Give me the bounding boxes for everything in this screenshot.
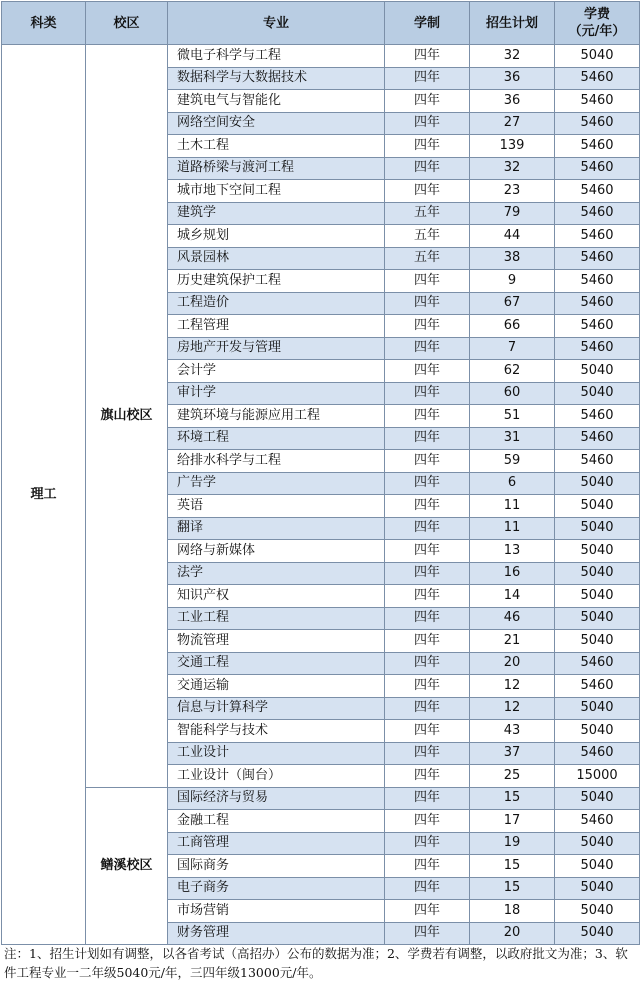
duration-cell: 四年	[385, 877, 470, 900]
plan-cell: 15	[470, 787, 555, 810]
duration-cell: 四年	[385, 315, 470, 338]
tuition-cell: 5460	[555, 450, 640, 473]
duration-cell: 四年	[385, 67, 470, 90]
tuition-cell: 5040	[555, 630, 640, 653]
tuition-cell: 5460	[555, 247, 640, 270]
plan-cell: 23	[470, 180, 555, 203]
major-cell: 广告学	[168, 472, 385, 495]
plan-cell: 36	[470, 90, 555, 113]
major-cell: 会计学	[168, 360, 385, 383]
admissions-table	[1, 1, 640, 945]
duration-cell: 四年	[385, 517, 470, 540]
plan-cell: 46	[470, 607, 555, 630]
plan-cell: 66	[470, 315, 555, 338]
tuition-cell: 5460	[555, 270, 640, 293]
tuition-cell: 5460	[555, 225, 640, 248]
plan-cell: 62	[470, 360, 555, 383]
plan-cell: 36	[470, 67, 555, 90]
major-cell: 环境工程	[168, 427, 385, 450]
duration-cell: 四年	[385, 697, 470, 720]
duration-cell: 四年	[385, 855, 470, 878]
tuition-cell: 5460	[555, 112, 640, 135]
plan-cell: 12	[470, 675, 555, 698]
tuition-cell: 5040	[555, 495, 640, 518]
plan-cell: 44	[470, 225, 555, 248]
major-cell: 物流管理	[168, 630, 385, 653]
plan-cell: 38	[470, 247, 555, 270]
major-cell: 市场营销	[168, 900, 385, 923]
duration-cell: 四年	[385, 405, 470, 428]
footnote: 注：1、招生计划如有调整，以各省考试（高招办）公布的数据为准；2、学费若有调整，以政府批文为准；3、软件工程专业一二年级5040元/年，三四年级13000元/年。	[4, 946, 628, 980]
major-cell: 建筑环境与能源应用工程	[168, 405, 385, 428]
plan-cell: 37	[470, 742, 555, 765]
plan-cell: 20	[470, 922, 555, 945]
tuition-cell: 5460	[555, 427, 640, 450]
major-cell: 给排水科学与工程	[168, 450, 385, 473]
duration-cell: 四年	[385, 900, 470, 923]
duration-cell: 四年	[385, 337, 470, 360]
plan-cell: 18	[470, 900, 555, 923]
plan-cell: 51	[470, 405, 555, 428]
plan-cell: 16	[470, 562, 555, 585]
duration-cell: 四年	[385, 585, 470, 608]
duration-cell: 四年	[385, 742, 470, 765]
duration-cell: 五年	[385, 247, 470, 270]
plan-cell: 139	[470, 135, 555, 158]
duration-cell: 四年	[385, 675, 470, 698]
tuition-cell: 5460	[555, 315, 640, 338]
duration-cell: 五年	[385, 225, 470, 248]
tuition-cell: 5040	[555, 360, 640, 383]
tuition-cell: 5460	[555, 135, 640, 158]
header-category: 科类	[2, 2, 86, 45]
tuition-cell: 5460	[555, 652, 640, 675]
duration-cell: 四年	[385, 607, 470, 630]
plan-cell: 9	[470, 270, 555, 293]
duration-cell: 四年	[385, 720, 470, 743]
tuition-cell: 5460	[555, 405, 640, 428]
major-cell: 工商管理	[168, 832, 385, 855]
duration-cell: 四年	[385, 652, 470, 675]
duration-cell: 四年	[385, 427, 470, 450]
tuition-cell: 5460	[555, 675, 640, 698]
duration-cell: 四年	[385, 787, 470, 810]
header-campus: 校区	[86, 2, 168, 45]
plan-cell: 32	[470, 45, 555, 68]
duration-cell: 四年	[385, 45, 470, 68]
major-cell: 建筑学	[168, 202, 385, 225]
header-plan: 招生计划	[470, 2, 555, 45]
tuition-cell: 5460	[555, 90, 640, 113]
table-row	[2, 787, 640, 810]
major-cell: 审计学	[168, 382, 385, 405]
major-cell: 知识产权	[168, 585, 385, 608]
major-cell: 工程管理	[168, 315, 385, 338]
plan-cell: 60	[470, 382, 555, 405]
plan-cell: 21	[470, 630, 555, 653]
plan-cell: 14	[470, 585, 555, 608]
plan-cell: 32	[470, 157, 555, 180]
duration-cell: 四年	[385, 540, 470, 563]
tuition-cell: 5460	[555, 202, 640, 225]
tuition-cell: 5040	[555, 697, 640, 720]
major-cell: 法学	[168, 562, 385, 585]
tuition-cell: 5460	[555, 180, 640, 203]
duration-cell: 四年	[385, 180, 470, 203]
plan-cell: 6	[470, 472, 555, 495]
major-cell: 信息与计算科学	[168, 697, 385, 720]
duration-cell: 四年	[385, 922, 470, 945]
duration-cell: 四年	[385, 832, 470, 855]
tuition-cell: 5040	[555, 787, 640, 810]
header-duration: 学制	[385, 2, 470, 45]
tuition-cell: 5040	[555, 382, 640, 405]
table-body	[2, 45, 640, 945]
header-tuition-line1: 学费	[583, 7, 610, 22]
duration-cell: 四年	[385, 90, 470, 113]
duration-cell: 四年	[385, 135, 470, 158]
header-row	[2, 2, 640, 45]
tuition-cell: 5040	[555, 877, 640, 900]
plan-cell: 11	[470, 517, 555, 540]
major-cell: 翻译	[168, 517, 385, 540]
header-major: 专业	[168, 2, 385, 45]
major-cell: 道路桥梁与渡河工程	[168, 157, 385, 180]
duration-cell: 四年	[385, 382, 470, 405]
tuition-cell: 5040	[555, 540, 640, 563]
campus-cell: 旗山校区	[86, 45, 168, 788]
plan-cell: 43	[470, 720, 555, 743]
duration-cell: 四年	[385, 270, 470, 293]
duration-cell: 四年	[385, 472, 470, 495]
major-cell: 网络空间安全	[168, 112, 385, 135]
tuition-cell: 5040	[555, 855, 640, 878]
tuition-cell: 5040	[555, 900, 640, 923]
plan-cell: 13	[470, 540, 555, 563]
major-cell: 工业设计（闽台）	[168, 765, 385, 788]
major-cell: 城乡规划	[168, 225, 385, 248]
tuition-cell: 5460	[555, 810, 640, 833]
tuition-cell: 5460	[555, 67, 640, 90]
major-cell: 国际经济与贸易	[168, 787, 385, 810]
major-cell: 工业设计	[168, 742, 385, 765]
tuition-cell: 5460	[555, 337, 640, 360]
tuition-cell: 5040	[555, 832, 640, 855]
duration-cell: 四年	[385, 157, 470, 180]
plan-cell: 79	[470, 202, 555, 225]
plan-cell: 15	[470, 855, 555, 878]
tuition-cell: 5040	[555, 720, 640, 743]
major-cell: 财务管理	[168, 922, 385, 945]
plan-cell: 25	[470, 765, 555, 788]
tuition-cell: 5040	[555, 585, 640, 608]
category-cell: 理工	[2, 45, 86, 945]
tuition-cell: 5040	[555, 607, 640, 630]
tuition-cell: 5460	[555, 742, 640, 765]
tuition-cell: 5460	[555, 157, 640, 180]
plan-cell: 7	[470, 337, 555, 360]
major-cell: 风景园林	[168, 247, 385, 270]
campus-cell: 鳝溪校区	[86, 787, 168, 945]
major-cell: 城市地下空间工程	[168, 180, 385, 203]
duration-cell: 四年	[385, 292, 470, 315]
duration-cell: 四年	[385, 630, 470, 653]
major-cell: 工程造价	[168, 292, 385, 315]
plan-cell: 67	[470, 292, 555, 315]
tuition-cell: 5040	[555, 562, 640, 585]
duration-cell: 四年	[385, 112, 470, 135]
header-tuition	[555, 2, 640, 45]
plan-cell: 59	[470, 450, 555, 473]
major-cell: 土木工程	[168, 135, 385, 158]
tuition-cell: 5040	[555, 922, 640, 945]
tuition-cell: 5460	[555, 292, 640, 315]
major-cell: 建筑电气与智能化	[168, 90, 385, 113]
major-cell: 数据科学与大数据技术	[168, 67, 385, 90]
major-cell: 英语	[168, 495, 385, 518]
header-tuition-line2: （元/年）	[568, 24, 626, 39]
plan-cell: 31	[470, 427, 555, 450]
duration-cell: 四年	[385, 360, 470, 383]
plan-cell: 11	[470, 495, 555, 518]
duration-cell: 四年	[385, 562, 470, 585]
duration-cell: 四年	[385, 810, 470, 833]
table-row	[2, 45, 640, 68]
plan-cell: 15	[470, 877, 555, 900]
tuition-cell: 5040	[555, 517, 640, 540]
major-cell: 工业工程	[168, 607, 385, 630]
plan-cell: 20	[470, 652, 555, 675]
plan-cell: 17	[470, 810, 555, 833]
major-cell: 智能科学与技术	[168, 720, 385, 743]
major-cell: 房地产开发与管理	[168, 337, 385, 360]
major-cell: 交通工程	[168, 652, 385, 675]
tuition-cell: 5040	[555, 45, 640, 68]
major-cell: 金融工程	[168, 810, 385, 833]
tuition-cell: 5040	[555, 472, 640, 495]
duration-cell: 四年	[385, 765, 470, 788]
plan-cell: 27	[470, 112, 555, 135]
duration-cell: 四年	[385, 450, 470, 473]
major-cell: 国际商务	[168, 855, 385, 878]
major-cell: 电子商务	[168, 877, 385, 900]
major-cell: 微电子科学与工程	[168, 45, 385, 68]
major-cell: 交通运输	[168, 675, 385, 698]
major-cell: 网络与新媒体	[168, 540, 385, 563]
duration-cell: 五年	[385, 202, 470, 225]
plan-cell: 19	[470, 832, 555, 855]
plan-cell: 12	[470, 697, 555, 720]
tuition-cell: 15000	[555, 765, 640, 788]
duration-cell: 四年	[385, 495, 470, 518]
major-cell: 历史建筑保护工程	[168, 270, 385, 293]
